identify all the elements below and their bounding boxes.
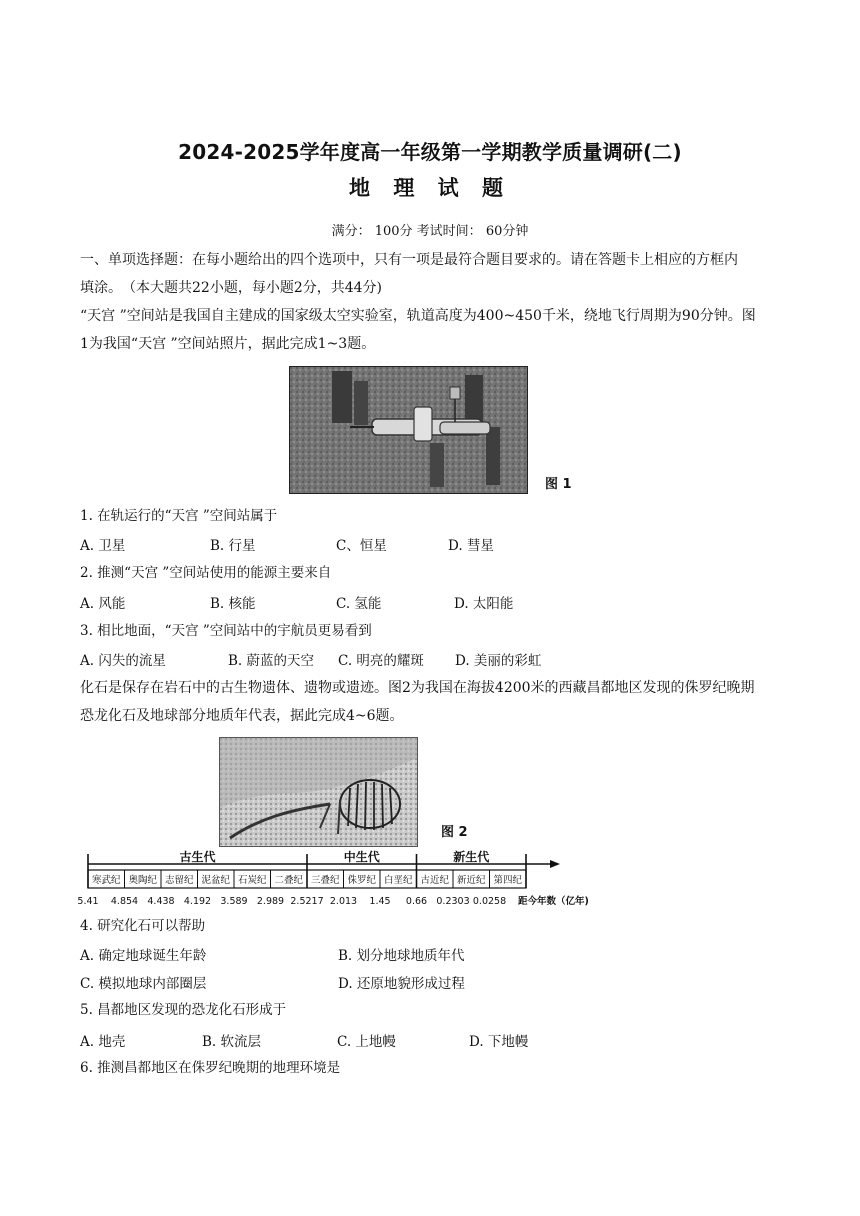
passage-line: 化石是保存在岩石中的古生物遗体、遗物或遗迹。图2为我国在海拔4200米的西藏昌都地区发现的侏罗纪晚期 — [80, 680, 755, 696]
period-label: 古近纪 — [420, 875, 450, 886]
age-label: 5.41 — [77, 896, 99, 907]
option-b: B. 划分地球地质年代 — [338, 948, 465, 964]
passage-line: 恐龙化石及地球部分地质年代表，据此完成4~6题。 — [80, 708, 404, 724]
option-d: D. 美丽的彩虹 — [455, 653, 542, 669]
option-a: A. 地壳 — [80, 1034, 126, 1050]
question-1-options — [80, 534, 780, 554]
figure-2-photo — [219, 737, 418, 847]
section-instructions — [80, 246, 780, 302]
option-b: B. 软流层 — [202, 1034, 262, 1050]
period-label: 新近纪 — [456, 875, 486, 886]
age-label: 4.438 — [147, 896, 175, 907]
period-label: 第四纪 — [493, 875, 523, 886]
timeline-axis-label: 距今年数（亿年) — [518, 896, 589, 907]
option-b: B. 蔚蓝的天空 — [228, 653, 315, 669]
era-label: 古生代 — [179, 850, 216, 864]
geologic-timeline — [77, 850, 600, 908]
age-label: 0.2303 — [436, 896, 470, 907]
option-b: B. 行星 — [210, 538, 256, 554]
period-label: 石炭纪 — [237, 875, 267, 886]
instructions-line: 一、单项选择题：在每小题给出的四个选项中，只有一项是最符合题目要求的。请在答题卡上相应的方框内 — [80, 252, 738, 268]
option-c: C、恒星 — [336, 538, 387, 554]
question-5-stem: 5. 昌都地区发现的恐龙化石形成于 — [80, 1002, 287, 1018]
period-label: 白垩纪 — [383, 875, 413, 886]
period-label: 奥陶纪 — [128, 875, 158, 886]
question-2-options — [80, 592, 780, 612]
question-4-stem: 4. 研究化石可以帮助 — [80, 918, 206, 934]
period-label: 侏罗纪 — [347, 875, 377, 886]
period-label: 志留纪 — [164, 875, 194, 886]
age-label: 2.989 — [256, 896, 285, 907]
option-a: A. 卫星 — [80, 538, 126, 554]
question-5-options — [80, 1030, 780, 1050]
option-d: D. 下地幔 — [469, 1034, 529, 1050]
period-label: 三叠纪 — [310, 875, 340, 886]
option-a: A. 确定地球诞生年龄 — [80, 948, 207, 964]
age-label: 0.66 — [405, 896, 428, 907]
option-d: D. 还原地貌形成过程 — [338, 976, 465, 992]
option-c: C. 氢能 — [336, 596, 382, 612]
period-label: 二叠纪 — [274, 875, 304, 886]
option-c: C. 明亮的耀斑 — [338, 653, 424, 669]
dinosaur-fossil-image — [220, 738, 417, 846]
figure-1-photo — [289, 366, 528, 494]
question-6-stem: 6. 推测昌都地区在侏罗纪晚期的地理环境是 — [80, 1060, 341, 1076]
instructions-line: 填涂。 （本大题共22小题，每小题2分，共44分) — [80, 280, 382, 296]
figure-1-label: 图 1 — [545, 477, 572, 492]
age-label: 4.192 — [183, 896, 212, 907]
passage-line: 1为我国“天宫 ”空间站照片，据此完成1~3题。 — [80, 336, 376, 352]
question-4-options-row1 — [80, 944, 780, 964]
period-label: 泥盆纪 — [201, 875, 231, 886]
age-label: 2.5217 — [290, 896, 324, 907]
period-label: 寒武纪 — [91, 875, 121, 886]
option-d: D. 彗星 — [448, 538, 494, 554]
question-2-stem: 2. 推测“天宫 ”空间站使用的能源主要来自 — [80, 565, 332, 581]
age-label: 3.589 — [220, 896, 248, 907]
era-label: 中生代 — [343, 850, 380, 864]
age-label: 0.0258 — [472, 896, 507, 907]
age-label: 2.013 — [329, 896, 358, 907]
passage-line: “天宫 ”空间站是我国自主建成的国家级太空实验室，轨道高度为400~450千米，绕地飞行周期为90分钟。图 — [80, 308, 756, 324]
age-label: 1.45 — [369, 896, 391, 907]
timeline-arrowhead — [550, 860, 560, 868]
option-c: C. 上地幔 — [337, 1034, 396, 1050]
exam-title: 2024-2025学年度高一年级第一学期教学质量调研(二) — [178, 140, 682, 164]
passage-fossil — [80, 674, 780, 730]
option-a: A. 闪失的流星 — [80, 653, 166, 669]
era-label: 新生代 — [453, 850, 490, 864]
option-d: D. 太阳能 — [454, 596, 514, 612]
passage-spacestation — [80, 302, 780, 358]
subject-title: 地 理 试 题 — [349, 176, 511, 200]
question-1-stem: 1. 在轨运行的“天宫 ”空间站属于 — [80, 508, 278, 524]
question-3-options — [80, 649, 780, 669]
option-c: C. 模拟地球内部圈层 — [80, 976, 207, 992]
question-4-options-row2 — [80, 972, 780, 992]
age-label: 4.854 — [110, 896, 139, 907]
question-3-stem: 3. 相比地面，“天宫 ”空间站中的宇航员更易看到 — [80, 623, 372, 639]
space-station-image — [290, 367, 527, 493]
figure-2-label: 图 2 — [441, 825, 468, 840]
option-a: A. 风能 — [80, 596, 126, 612]
exam-meta: 满分： 100分 考试时间： 60分钟 — [331, 224, 529, 239]
option-b: B. 核能 — [210, 596, 256, 612]
